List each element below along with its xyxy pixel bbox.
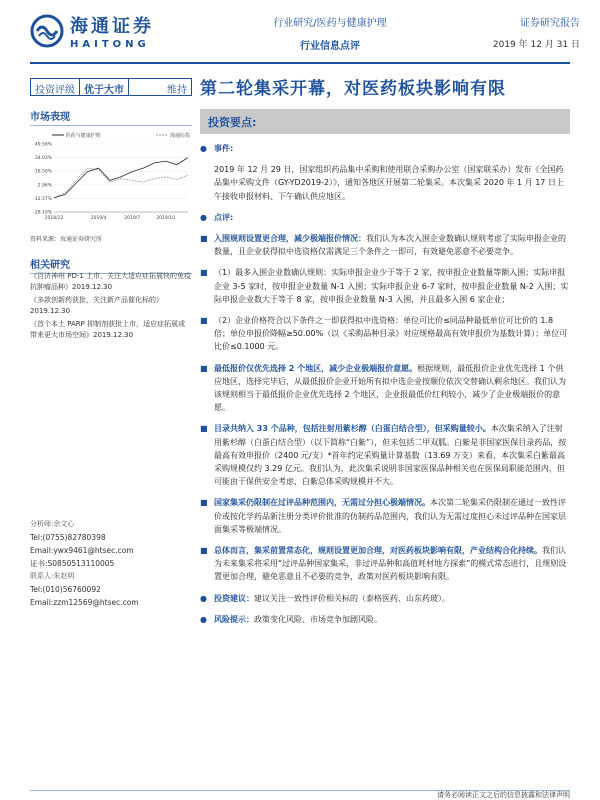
bullet-icon: ■: [200, 316, 208, 326]
point-7-bold: 总体而言，集采前置常态化，规则设置更加合理，对医药板块影响有限，产业结构合化持续。: [214, 546, 542, 556]
point-4: [200, 362, 570, 415]
point-8-text: 建议关注一致性评价相关标的（泰格医药、山东药玻）。: [254, 593, 450, 603]
related-item-1[interactable]: 《百济神州 PD-1 上市，关注大适应症拓展快的免疫抗肿瘤品种》2019.12.30: [30, 272, 192, 291]
contact-email[interactable]: Email:zzm12569@htsec.com: [30, 598, 139, 607]
legend-label-1: 医药与健康护理: [65, 133, 101, 139]
point-6-text: 本次第二轮集采仍限制在通过一致性评价或按化学药品新注册分类评价批准的仿制药品范围内，我们认为无需过度担心未过评品种在国家层面集采等极端情况。: [214, 498, 566, 534]
footer-disclaimer: 请务必阅读正文之后的信息披露和法律声明: [437, 791, 570, 799]
point-9-bold: 风险提示：: [214, 614, 254, 624]
contact-name: 联系人:朱赵明: [30, 572, 75, 580]
related-list: [30, 271, 192, 343]
legend-label-2: 海通综指: [169, 133, 190, 139]
bullet-icon: ■: [200, 234, 208, 244]
comment-section: [200, 211, 570, 224]
point-5: [200, 422, 570, 488]
series-line-2: [54, 168, 188, 198]
y-tick-label: 49.56%: [34, 142, 52, 148]
y-tick-label: 34.03%: [34, 156, 52, 162]
event-section: [200, 142, 570, 155]
point-3: [200, 314, 570, 354]
rating-box: [30, 78, 192, 96]
point-2-text: （1）最多入围企业数确认规则：实际申报企业少于等于 2 家，按申报企业数量等额入围；实际申报企业 3-5 家时，按申报企业数量 N-1 入围；实际申报企业 6-7 家时，按申报企业数量 N-2 入围；实际申报企业数大于等于 8 家，按申报企业数量 N-3 入围，并且最多入围 6 家企业；: [214, 268, 569, 304]
key-points-body: [200, 142, 570, 634]
report-type: 证券研究报告: [520, 18, 580, 29]
analyst-cert: 证书:S0850513110005: [30, 559, 115, 568]
x-tick-label: 2019/7: [124, 216, 141, 221]
point-4-text: 根据规则，最低报价企业优先选择 1 个供应地区，选择完毕后，从最低报价企业开始所有拟中选企业按顺位依次交替确认剩余地区。我们认为该规则相当于最低报价企业优先选择 2 个地区，企业报最低价红利较小，减少了企业极端报价的意愿。: [214, 363, 566, 413]
related-item-2[interactable]: 《多款创新药获批，关注新产品催化标的》2019.12.30: [30, 296, 163, 315]
bullet-icon: ●: [200, 614, 207, 624]
point-8: [200, 592, 570, 605]
x-tick-label: 2019/10: [156, 216, 176, 221]
point-1-bold: 入围规则设置更合理，减少极端报价情况：: [214, 234, 366, 244]
point-9: [200, 613, 570, 626]
event-text: 2019 年 12 月 29 日，国家组织药品集中采购和使用联合采购办公室（国家联采办）发布《全国药品集中采购文件（GY-YD2019-2）》，通知各地区开展第二轮集采。本次集采 2020 年 1 月 17 日上午接收申报材料、下午确认供应地区。: [214, 165, 564, 201]
logo-en-text: HAITONG: [70, 39, 150, 50]
y-tick-label: 18.50%: [34, 169, 52, 175]
point-7: [200, 544, 570, 584]
x-tick-label: 2019/4: [90, 216, 107, 221]
analyst-tel: Tel:(0755)82780398: [30, 533, 106, 542]
market-line-chart: [30, 124, 192, 224]
key-points-heading: 投资要点:: [200, 109, 570, 134]
market-heading: 市场表现: [30, 108, 192, 126]
event-title: 事件:: [214, 144, 234, 153]
analyst-name: 分析师:余文心: [30, 520, 75, 528]
rating-status: 维持: [167, 85, 187, 96]
y-tick-label: -12.57%: [33, 196, 52, 202]
bullet-icon: ■: [200, 546, 208, 556]
page-title: 第二轮集采开幕，对医药板块影响有限: [200, 79, 506, 99]
y-tick-label: -28.10%: [33, 210, 52, 216]
point-9-text: 政策变化风险、市场竞争加剧风险。: [254, 614, 382, 624]
point-1: [200, 232, 570, 258]
bullet-icon: ●: [200, 593, 207, 603]
bullet-icon: ■: [200, 424, 208, 434]
report-subcategory: 行业信息点评: [300, 41, 360, 52]
bullet-icon: ■: [200, 498, 208, 508]
contact-tel: Tel:(010)56760092: [30, 585, 101, 594]
point-6: [200, 496, 570, 536]
bullet-icon: ●: [200, 144, 207, 153]
rating-label: 投资评级: [31, 79, 80, 95]
rating-value: 优于大市: [80, 79, 129, 95]
haitong-logo-icon: [30, 14, 64, 48]
report-category: 行业研究/医药与健康护理: [273, 18, 387, 29]
analyst-email[interactable]: Email:ywx9461@htsec.com: [30, 546, 134, 555]
report-header: [0, 0, 600, 62]
y-tick-label: 2.96%: [37, 183, 52, 189]
related-item-3[interactable]: 《首个本土 PARP 抑制剂获批上市，适应症拓展或带来更大市场空间》2019.12.30: [30, 320, 186, 339]
point-2: [200, 266, 570, 306]
analyst-info: [30, 518, 192, 609]
report-date: 2019 年 12 月 31 日: [492, 40, 580, 50]
point-5-text: 本次集采纳入了注射用紫杉醇（白蛋白结合型）（以下简称“白紫”），但未包括二甲双胍。白紫是非国家医保目录药品，按最高有效申报价（2400 元/支）*首年约定采购量计算基数（13.69 万支）来看，本次集采白紫最高采购规模仅约 3.29 亿元。我们认为，此次集采说明非国家医保品种相关也在医保局职能范围内，但可能由于保供安全考虑，白紫总体采购规模并不大。: [214, 424, 567, 487]
point-4-bold: 最低报价仅优先选择 2 个地区，减少企业极端报价意愿。: [214, 363, 418, 373]
point-5-bold: 目录共纳入 33 个品种，包括注射用紫杉醇（白蛋白结合型），但采购量较小。: [214, 424, 491, 434]
bullet-icon: ■: [200, 268, 208, 278]
point-3-text: （2）企业价格符合以下条件之一即获得拟中选资格：单位可比价≤同品种最低单位可比价的 1.8 倍；单位申报价降幅≥50.00%（以《采购品种目录》对应规格最高有效申报价为基数计算）；单位可比价≤0.1000 元。: [214, 316, 568, 352]
point-6-bold: 国家集采仍限制在过评品种范围内，无需过分担心极端情况。: [214, 498, 430, 508]
haitong-logo: [30, 10, 190, 52]
point-1-text: 我们认为本次入围企业数确认规则考虑了实际申报企业的数量，且企业获得拟中选资格仅需满足三个条件之一即可，有效避免恶意不必要竞争。: [214, 234, 566, 257]
point-8-bold: 投资建议：: [214, 593, 254, 603]
comment-title: 点评:: [214, 212, 234, 222]
header-divider: [30, 62, 570, 64]
x-tick-label: 2018/12: [44, 216, 64, 221]
related-heading: 相关研究: [30, 256, 192, 274]
point-7-text: 我们认为未来集采将采用“过评品种国家集采，非过评品种和高值耗材地方探索”的模式常态进行，且规则设置更加合理，避免恶意且不必要的竞争，政策对医药板块影响有限。: [214, 546, 567, 582]
bullet-icon: ●: [200, 212, 207, 222]
logo-cn-text: 海通证券: [70, 16, 154, 37]
bullet-icon: ■: [200, 363, 208, 373]
chart-source: 资料来源：海通证券研究所: [30, 236, 103, 243]
